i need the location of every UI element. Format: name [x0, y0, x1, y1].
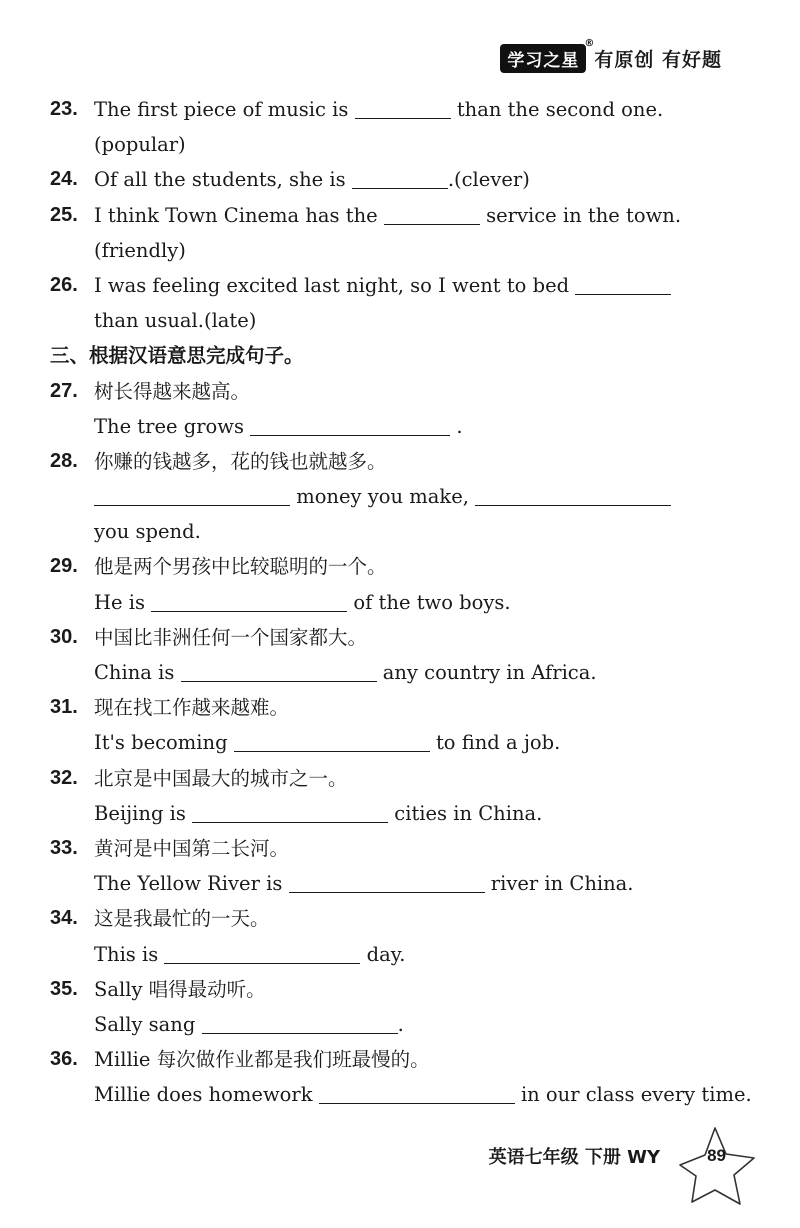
question-text: of the two boys.	[353, 590, 511, 614]
question-text: service in the town.	[486, 203, 682, 227]
answer-blank[interactable]	[384, 202, 480, 225]
chinese-prompt: 你赚的钱越多，花的钱也就越多。	[94, 449, 387, 473]
answer-blank[interactable]	[289, 870, 485, 893]
question-number: 33.	[50, 836, 78, 859]
answer-blank[interactable]	[319, 1081, 515, 1104]
chinese-prompt: 中国比非洲任何一个国家都大。	[94, 625, 368, 649]
question-text: The first piece of music is	[94, 98, 349, 121]
question-text: any country in Africa.	[382, 661, 597, 684]
registered-mark: ®	[584, 38, 596, 49]
question-number: 26.	[50, 273, 78, 296]
question-text: to find a job.	[435, 731, 561, 755]
question-number: 24.	[50, 168, 78, 191]
question-34	[50, 901, 730, 936]
question-number: 36.	[50, 1048, 78, 1071]
question-26	[50, 268, 730, 303]
question-number: 28.	[50, 449, 78, 472]
chinese-prompt: 树长得越来越高。	[94, 379, 251, 403]
question-text: The Yellow River is	[94, 872, 283, 896]
question-32	[50, 761, 730, 796]
question-text: The tree grows	[94, 414, 244, 438]
question-number: 27.	[50, 379, 78, 402]
question-number: 30.	[50, 625, 78, 648]
answer-blank[interactable]	[202, 1011, 398, 1034]
question-29	[50, 549, 730, 584]
question-text: you spend.	[94, 520, 201, 544]
page-header	[500, 38, 722, 73]
question-25	[50, 198, 730, 233]
question-36	[50, 1042, 730, 1077]
question-number: 32.	[50, 766, 78, 789]
question-number: 25.	[50, 203, 78, 226]
answer-blank[interactable]	[250, 413, 450, 436]
answer-blank[interactable]	[181, 659, 377, 682]
question-text: Of all the students, she is	[94, 168, 346, 192]
answer-blank[interactable]	[475, 483, 671, 506]
question-text: It's becoming	[94, 731, 228, 755]
question-number: 34.	[50, 907, 78, 930]
answer-blank[interactable]	[355, 96, 451, 119]
question-text: I think Town Cinema has the	[94, 203, 378, 227]
question-text: than the second one.	[456, 98, 664, 121]
question-text: This is	[94, 942, 159, 966]
chinese-prompt: 黄河是中国第二长河。	[94, 836, 290, 860]
answer-blank[interactable]	[352, 166, 448, 189]
question-number: 35.	[50, 977, 78, 1000]
answer-blank[interactable]	[94, 483, 290, 506]
answer-blank[interactable]	[164, 941, 360, 964]
question-text: money you make,	[296, 485, 469, 509]
question-text: .	[456, 414, 463, 438]
question-33	[50, 831, 730, 866]
question-24	[50, 162, 730, 197]
question-hint: than usual.(late)	[94, 309, 257, 333]
page-number: 89	[707, 1146, 726, 1165]
question-text: in our class every time.	[520, 1083, 752, 1107]
question-30	[50, 620, 730, 655]
question-text: .	[397, 1012, 404, 1036]
question-text: He is	[94, 590, 145, 614]
chinese-prompt: 现在找工作越来越难。	[94, 696, 290, 720]
question-hint: (popular)	[94, 133, 186, 157]
header-slogan: 有原创 有好题	[594, 49, 722, 71]
answer-blank[interactable]	[234, 729, 430, 752]
chinese-prompt: 他是两个男孩中比较聪明的一个。	[94, 555, 387, 579]
answer-blank[interactable]	[575, 272, 671, 295]
question-31	[50, 690, 730, 725]
book-title: 英语七年级 下册 WY	[488, 1147, 660, 1168]
worksheet-content	[50, 92, 752, 1112]
brand-logo	[500, 38, 596, 73]
question-text: Sally sang	[94, 1012, 196, 1036]
question-text: I was feeling excited last night, so I went to bed	[94, 273, 570, 297]
question-number: 31.	[50, 696, 78, 719]
chinese-prompt: 北京是中国最大的城市之一。	[94, 766, 348, 790]
answer-blank[interactable]	[192, 800, 388, 823]
question-35	[50, 972, 730, 1007]
question-27	[50, 374, 730, 409]
chinese-prompt: Millie 每次做作业都是我们班最慢的。	[94, 1048, 430, 1072]
question-28	[50, 444, 730, 479]
question-text: Millie does homework	[94, 1083, 313, 1107]
answer-blank[interactable]	[151, 589, 347, 612]
question-text: Beijing is	[94, 801, 186, 825]
question-text: cities in China.	[394, 801, 543, 825]
section-title: 三、根据汉语意思完成句子。	[50, 344, 304, 368]
question-text: .(clever)	[447, 168, 530, 192]
page-footer	[430, 1120, 760, 1210]
question-text: China is	[94, 661, 175, 684]
question-text: day.	[366, 942, 406, 966]
question-hint: (friendly)	[94, 238, 186, 262]
brand-logo-text: 学习之星	[507, 51, 580, 71]
question-23	[50, 92, 730, 127]
question-number: 29.	[50, 555, 78, 578]
question-text: river in China.	[490, 872, 634, 896]
chinese-prompt: Sally 唱得最动听。	[94, 977, 266, 1001]
question-number: 23.	[50, 98, 78, 120]
chinese-prompt: 这是我最忙的一天。	[94, 907, 270, 931]
